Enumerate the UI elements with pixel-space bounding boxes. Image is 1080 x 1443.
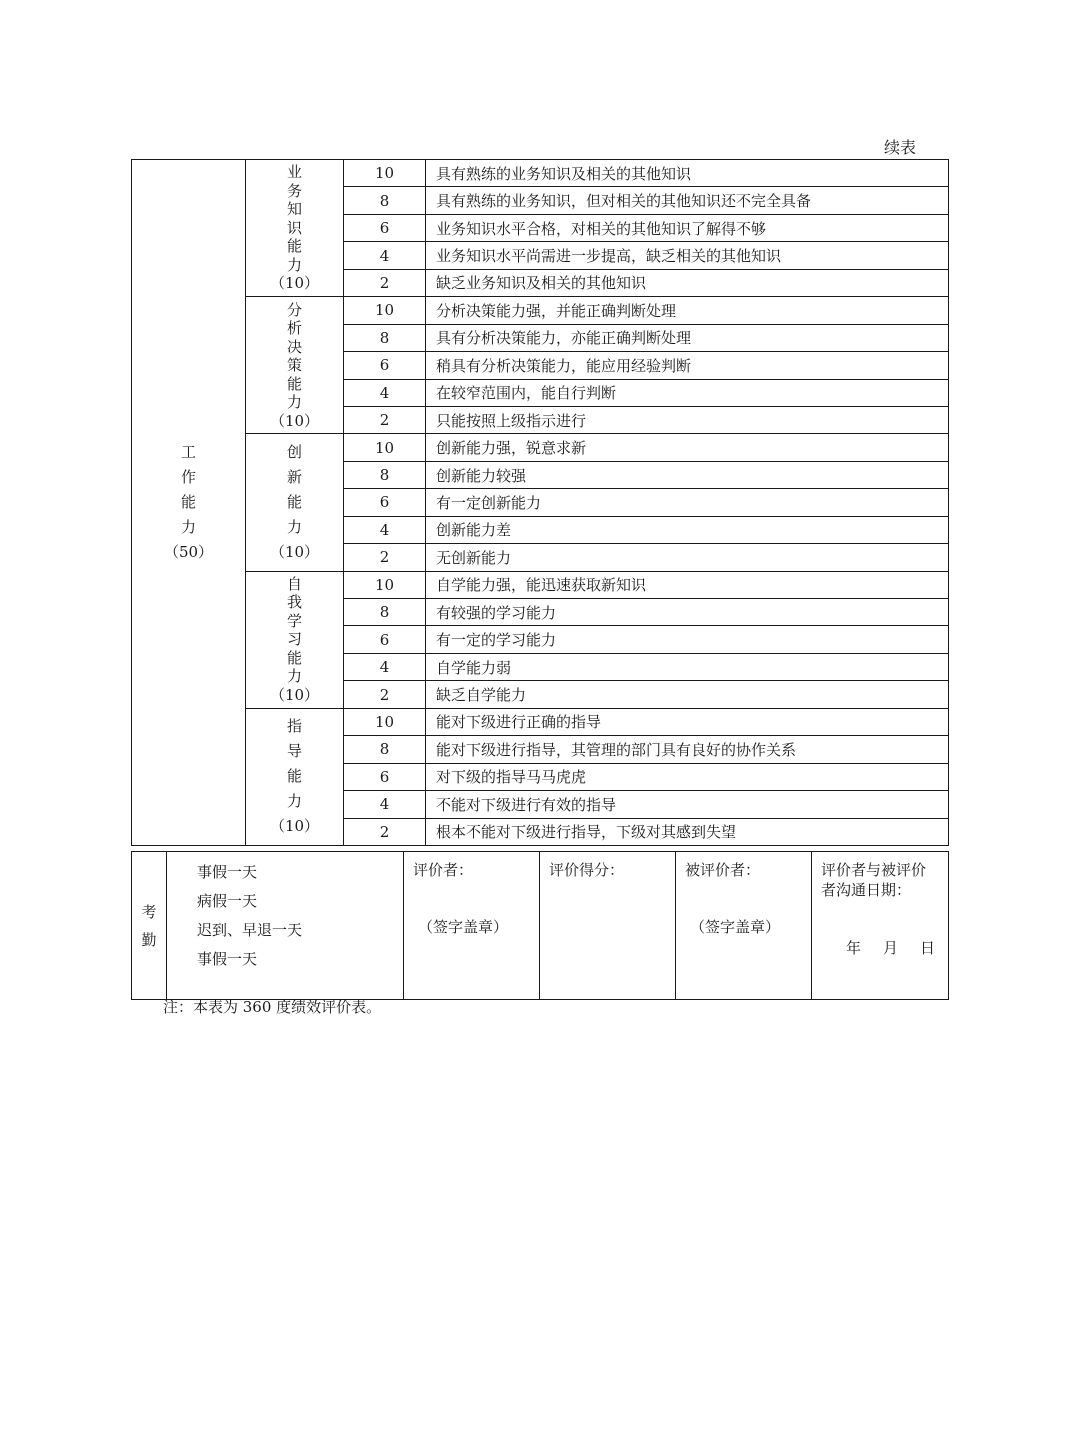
table-row: [132, 297, 949, 324]
score-value: 8: [344, 324, 426, 351]
evaluation-table: [131, 159, 949, 846]
score-description: 分析决策能力强，并能正确判断处理: [426, 297, 949, 324]
score-description: 有一定创新能力: [426, 489, 949, 516]
score-description: 不能对下级进行有效的指导: [426, 791, 949, 818]
score-value: 8: [344, 736, 426, 763]
score-value: 6: [344, 626, 426, 653]
score-description: 有较强的学习能力: [426, 599, 949, 626]
date-fields: 年 月 日: [846, 939, 936, 957]
score-value: 10: [344, 160, 426, 187]
score-description: 缺乏业务知识及相关的其他知识: [426, 269, 949, 296]
score-description: 具有分析决策能力，亦能正确判断处理: [426, 324, 949, 351]
score-label: 评价得分：: [549, 861, 625, 879]
score-value: 10: [344, 434, 426, 461]
score-description: 自学能力弱: [426, 653, 949, 680]
score-value: 2: [344, 818, 426, 845]
score-description: 在较窄范围内，能自行判断: [426, 379, 949, 406]
table-row: [132, 708, 949, 735]
score-description: 自学能力强，能迅速获取新知识: [426, 571, 949, 598]
score-description: 对下级的指导马马虎虎: [426, 763, 949, 790]
score-description: 有一定的学习能力: [426, 626, 949, 653]
category-label: 工 作 能 力 （50）: [132, 160, 246, 846]
evaluator-label: 评价者：: [413, 861, 474, 879]
evaluator-cell[interactable]: [404, 852, 540, 1000]
attendance-item: 事假一天: [197, 950, 258, 968]
score-cell[interactable]: [540, 852, 676, 1000]
score-value: 10: [344, 297, 426, 324]
score-description: 稍具有分析决策能力，能应用经验判断: [426, 352, 949, 379]
score-description: 创新能力强，锐意求新: [426, 434, 949, 461]
evaluator-sign-hint: （签字盖章）: [418, 918, 509, 936]
score-value: 2: [344, 269, 426, 296]
communication-date-cell[interactable]: [812, 852, 949, 1000]
communication-date-label: 评价者与被评价 者沟通日期：: [821, 861, 927, 899]
score-description: 只能按照上级指示进行: [426, 406, 949, 433]
score-description: 业务知识水平尚需进一步提高，缺乏相关的其他知识: [426, 242, 949, 269]
score-value: 10: [344, 708, 426, 735]
criterion-label: 业 务 知 识 能 力 （10）: [246, 160, 344, 297]
table-row: [132, 571, 949, 598]
attendance-item: 事假一天: [197, 863, 258, 881]
score-value: 4: [344, 379, 426, 406]
score-value: 2: [344, 681, 426, 708]
score-value: 2: [344, 544, 426, 571]
table-row: [132, 434, 949, 461]
score-value: 4: [344, 791, 426, 818]
attendance-item: 病假一天: [197, 892, 258, 910]
score-value: 6: [344, 214, 426, 241]
score-value: 4: [344, 242, 426, 269]
evaluatee-cell[interactable]: [676, 852, 812, 1000]
score-description: 缺乏自学能力: [426, 681, 949, 708]
score-description: 能对下级进行指导，其管理的部门具有良好的协作关系: [426, 736, 949, 763]
score-description: 具有熟练的业务知识，但对相关的其他知识还不完全具备: [426, 187, 949, 214]
score-value: 2: [344, 406, 426, 433]
criterion-label: 分 析 决 策 能 力 （10）: [246, 297, 344, 434]
criterion-label: 自 我 学 习 能 力 （10）: [246, 571, 344, 708]
score-value: 8: [344, 599, 426, 626]
score-description: 创新能力差: [426, 516, 949, 543]
evaluatee-sign-hint: （签字盖章）: [690, 918, 781, 936]
criterion-label: 创 新 能 力 （10）: [246, 434, 344, 571]
score-value: 6: [344, 489, 426, 516]
score-value: 8: [344, 461, 426, 488]
score-value: 10: [344, 571, 426, 598]
score-description: 根本不能对下级进行指导，下级对其感到失望: [426, 818, 949, 845]
continued-label: 续表: [884, 138, 917, 157]
score-value: 8: [344, 187, 426, 214]
attendance-item: 迟到、早退一天: [197, 921, 303, 939]
score-value: 4: [344, 653, 426, 680]
score-value: 4: [344, 516, 426, 543]
criterion-label: 指 导 能 力 （10）: [246, 708, 344, 845]
table-row: [132, 160, 949, 187]
score-description: 能对下级进行正确的指导: [426, 708, 949, 735]
attendance-label: 考 勤: [132, 852, 167, 1000]
score-description: 业务知识水平合格，对相关的其他知识了解得不够: [426, 214, 949, 241]
score-value: 6: [344, 763, 426, 790]
score-description: 创新能力较强: [426, 461, 949, 488]
score-description: 无创新能力: [426, 544, 949, 571]
attendance-signature-table: [131, 851, 949, 1000]
attendance-items: [167, 852, 404, 1000]
evaluatee-label: 被评价者：: [685, 861, 761, 879]
footnote: 注：本表为 360 度绩效评价表。: [163, 998, 382, 1016]
score-description: 具有熟练的业务知识及相关的其他知识: [426, 160, 949, 187]
score-value: 6: [344, 352, 426, 379]
